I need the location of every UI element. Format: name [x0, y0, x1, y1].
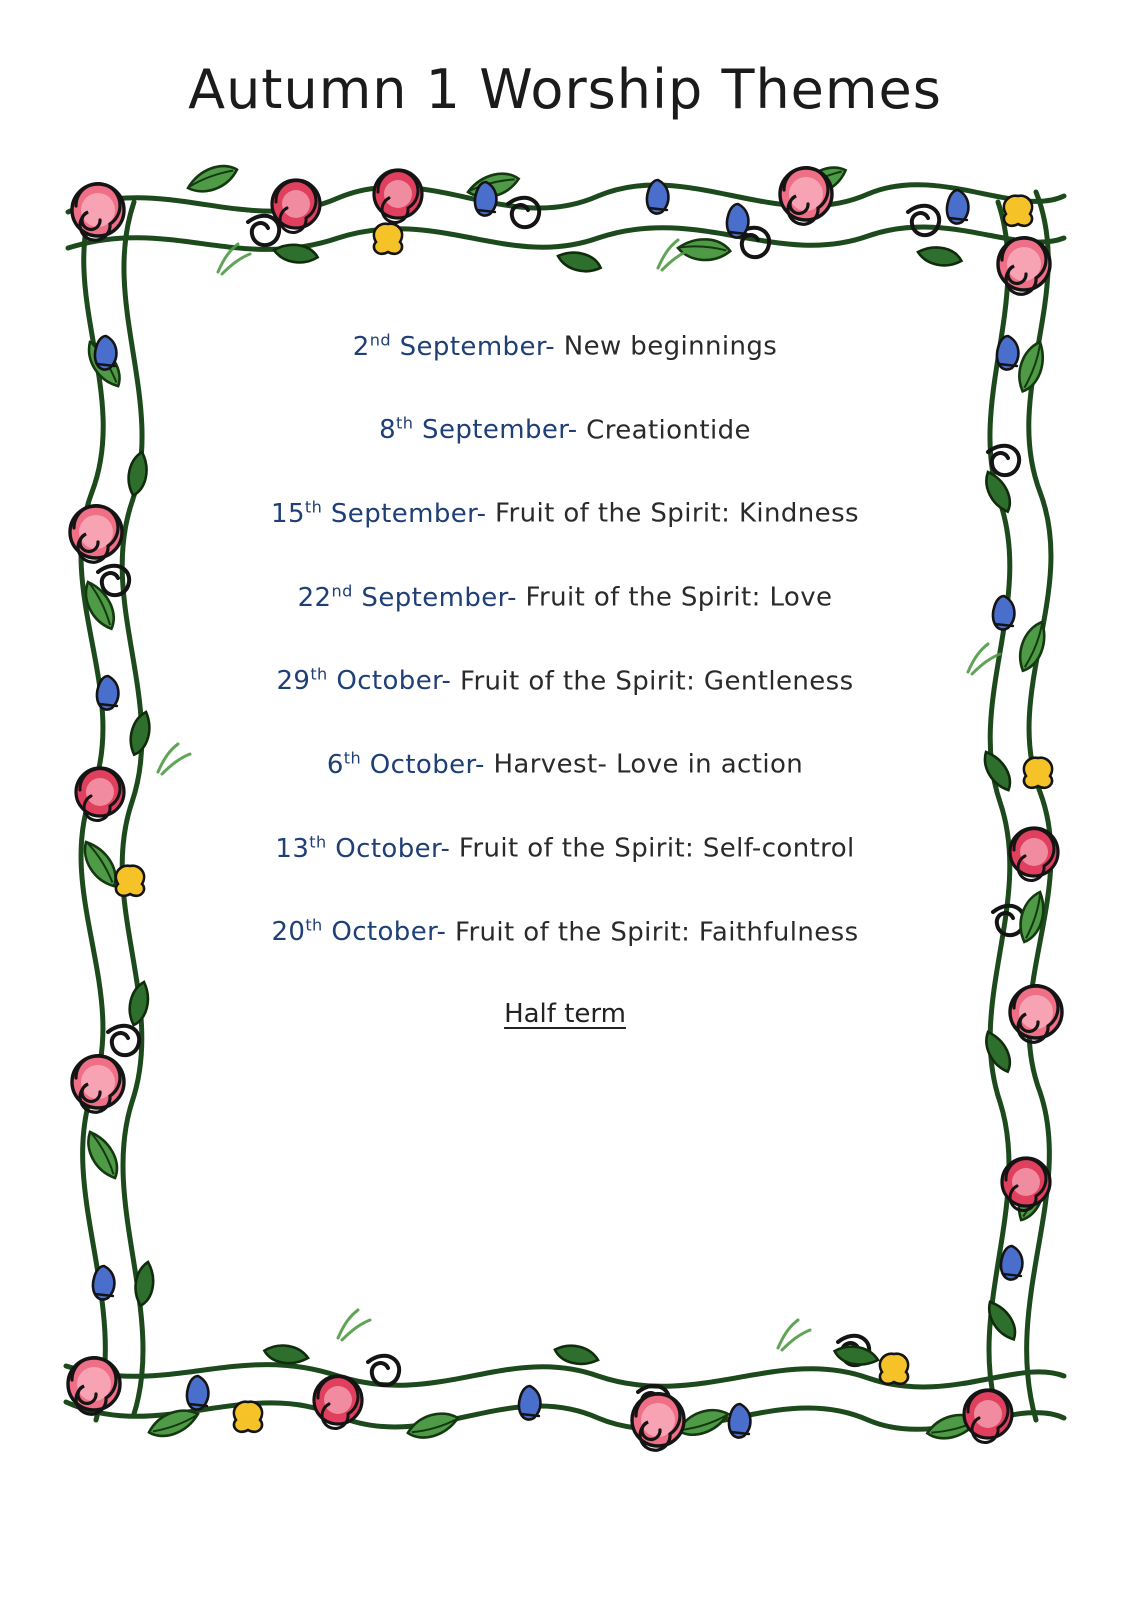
theme-text: Fruit of the Spirit: Faithfulness [454, 917, 859, 948]
theme-entry [150, 916, 980, 948]
theme-entry [150, 748, 980, 780]
theme-text: Fruit of the Spirit: Self-control [458, 833, 855, 864]
theme-text: Fruit of the Spirit: Gentleness [460, 666, 854, 697]
theme-date: 13th October- [275, 831, 459, 864]
theme-date: 22nd September- [297, 580, 526, 613]
theme-text: Creationtide [586, 415, 751, 446]
theme-text: Harvest- Love in action [493, 749, 804, 780]
theme-entry [150, 832, 980, 864]
theme-text: New beginnings [563, 331, 778, 362]
page-title: Autumn 1 Worship Themes [188, 58, 942, 121]
theme-date: 2nd September- [352, 330, 564, 362]
theme-entry [150, 665, 980, 697]
theme-date: 29th October- [276, 664, 460, 697]
theme-date: 6th October- [326, 748, 494, 780]
theme-text: Fruit of the Spirit: Love [525, 582, 833, 613]
theme-date: 15th September- [271, 497, 496, 529]
theme-date: 8th September- [379, 413, 587, 446]
theme-entry [150, 414, 980, 446]
theme-entry [150, 330, 980, 362]
worship-themes-list [150, 330, 980, 1029]
theme-date: 20th October- [271, 915, 455, 948]
half-term-note: Half term [504, 999, 626, 1030]
theme-entry [150, 581, 980, 613]
theme-entry [150, 497, 980, 529]
theme-text: Fruit of the Spirit: Kindness [495, 498, 859, 529]
